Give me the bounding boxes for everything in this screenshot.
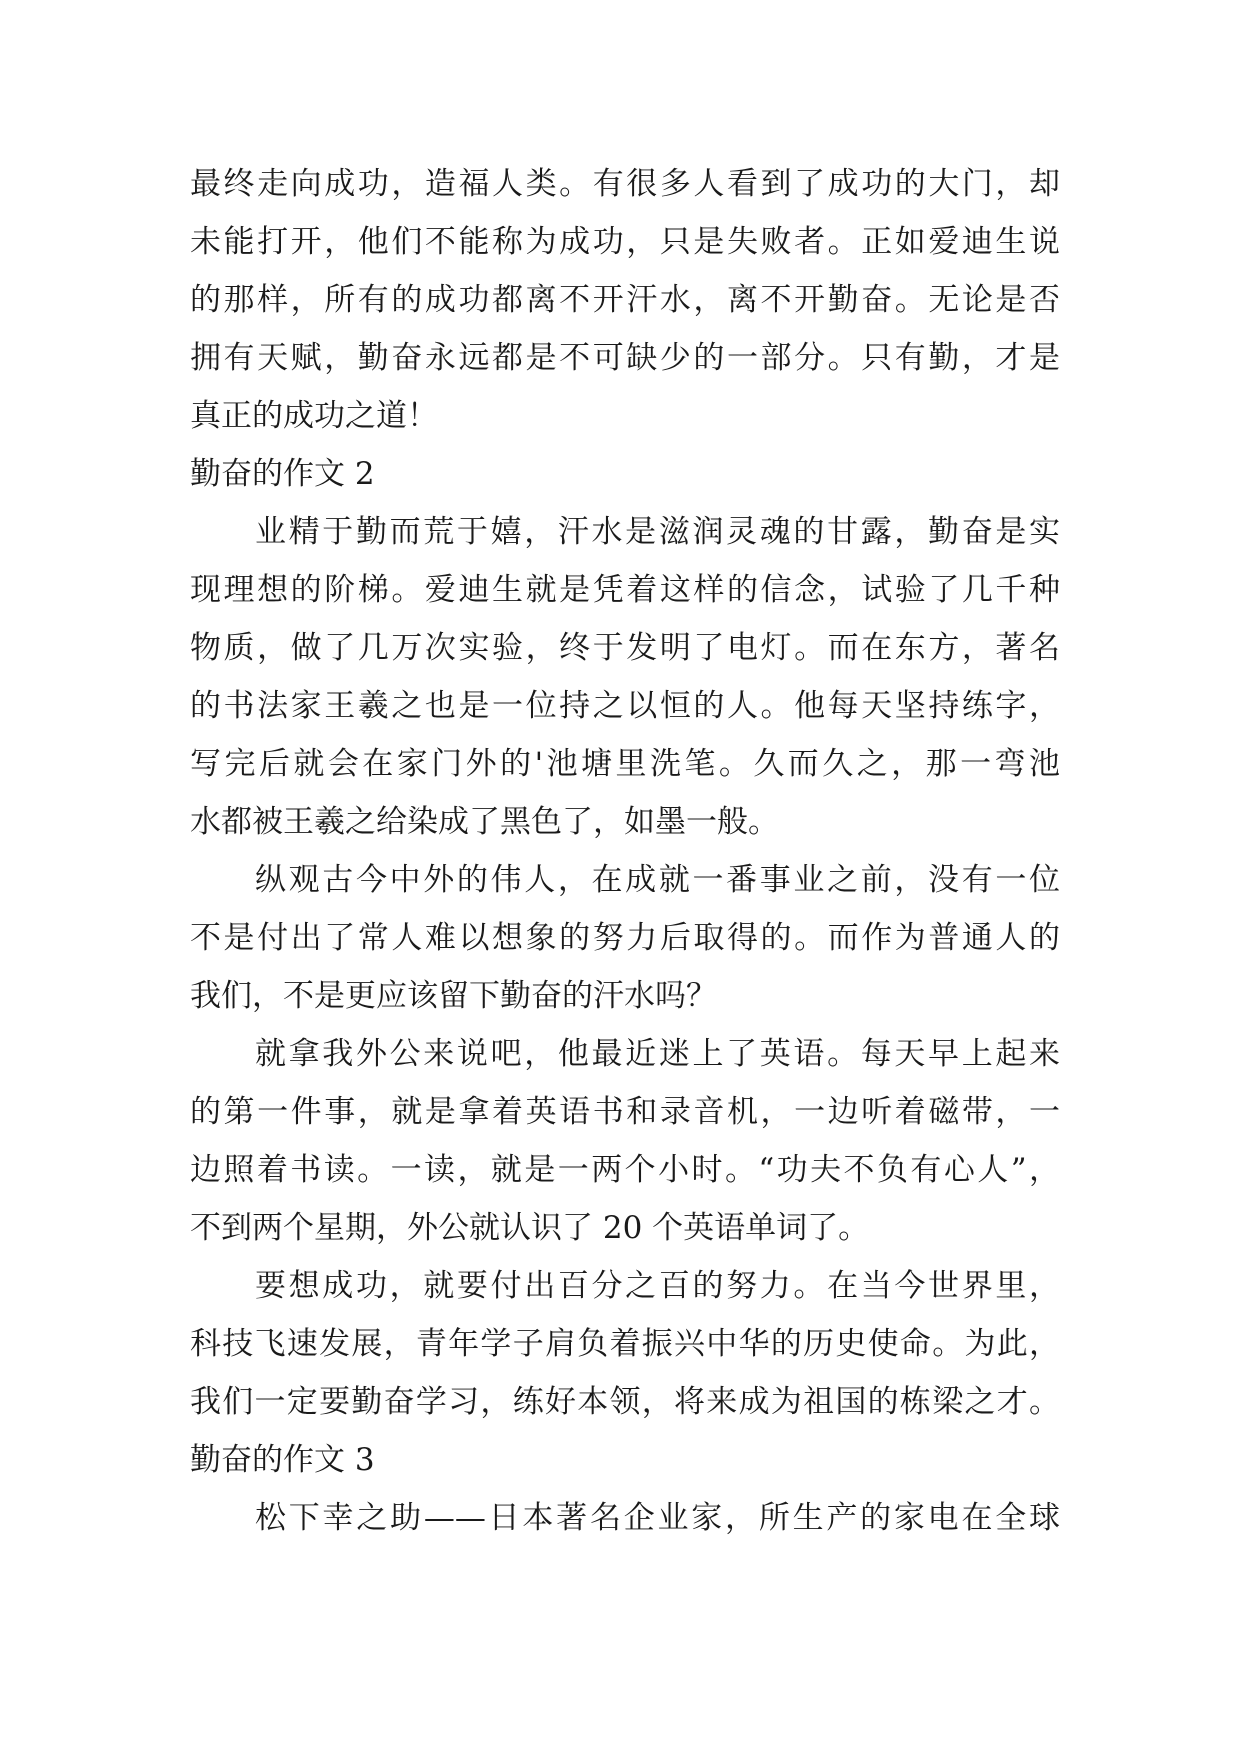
text-line: 不是付出了常人难以想象的努力后取得的。而作为普通人的	[190, 920, 1060, 956]
text-line: 我们一定要勤奋学习，练好本领，将来成为祖国的栋梁之才。	[190, 1384, 1060, 1420]
document-page	[190, 155, 1060, 1547]
text-line: 拥有天赋，勤奋永远都是不可缺少的一部分。只有勤，才是	[190, 340, 1060, 376]
text-line: 最终走向成功，造福人类。有很多人看到了成功的大门，却	[190, 166, 1060, 202]
text-line: 纵观古今中外的伟人，在成就一番事业之前，没有一位	[255, 862, 1060, 898]
text-line: 科技飞速发展，青年学子肩负着振兴中华的历史使命。为此，	[190, 1326, 1060, 1362]
text-line: 的书法家王羲之也是一位持之以恒的人。他每天坚持练字，	[190, 688, 1060, 724]
text-line: 就拿我外公来说吧，他最近迷上了英语。每天早上起来	[255, 1036, 1060, 1072]
text-line: 未能打开，他们不能称为成功，只是失败者。正如爱迪生说	[190, 224, 1060, 260]
text-line: 要想成功，就要付出百分之百的努力。在当今世界里，	[255, 1268, 1060, 1304]
paragraph-continued	[190, 155, 1060, 445]
text-line: 边照着书读。一读，就是一两个小时。“功夫不负有心人”，	[190, 1152, 1060, 1188]
section-heading-3: 勤奋的作文 3	[190, 1442, 375, 1478]
essay3-paragraph-1	[190, 1489, 1060, 1547]
text-line: 松下幸之助——日本著名企业家，所生产的家电在全球	[255, 1500, 1060, 1536]
text-line: 现理想的阶梯。爱迪生就是凭着这样的信念，试验了几千种	[190, 572, 1060, 608]
text-line: 真正的成功之道！	[190, 398, 438, 434]
section-heading-2: 勤奋的作文 2	[190, 456, 375, 492]
text-line: 物质，做了几万次实验，终于发明了电灯。而在东方，著名	[190, 630, 1060, 666]
text-line: 的第一件事，就是拿着英语书和录音机，一边听着磁带，一	[190, 1094, 1060, 1130]
text-line: 的那样，所有的成功都离不开汗水，离不开勤奋。无论是否	[190, 282, 1060, 318]
essay2-paragraph-1	[190, 503, 1060, 851]
text-line: 我们，不是更应该留下勤奋的汗水吗？	[190, 978, 717, 1014]
text-line: 写完后就会在家门外的'池塘里洗笔。久而久之，那一弯池	[190, 746, 1060, 782]
text-line: 业精于勤而荒于嬉，汗水是滋润灵魂的甘露，勤奋是实	[255, 514, 1060, 550]
text-line: 水都被王羲之给染成了黑色了，如墨一般。	[190, 804, 779, 840]
essay2-paragraph-2	[190, 851, 1060, 1025]
essay2-paragraph-3	[190, 1025, 1060, 1257]
essay2-paragraph-4	[190, 1257, 1060, 1431]
text-line: 不到两个星期，外公就认识了 20 个英语单词了。	[190, 1210, 870, 1246]
